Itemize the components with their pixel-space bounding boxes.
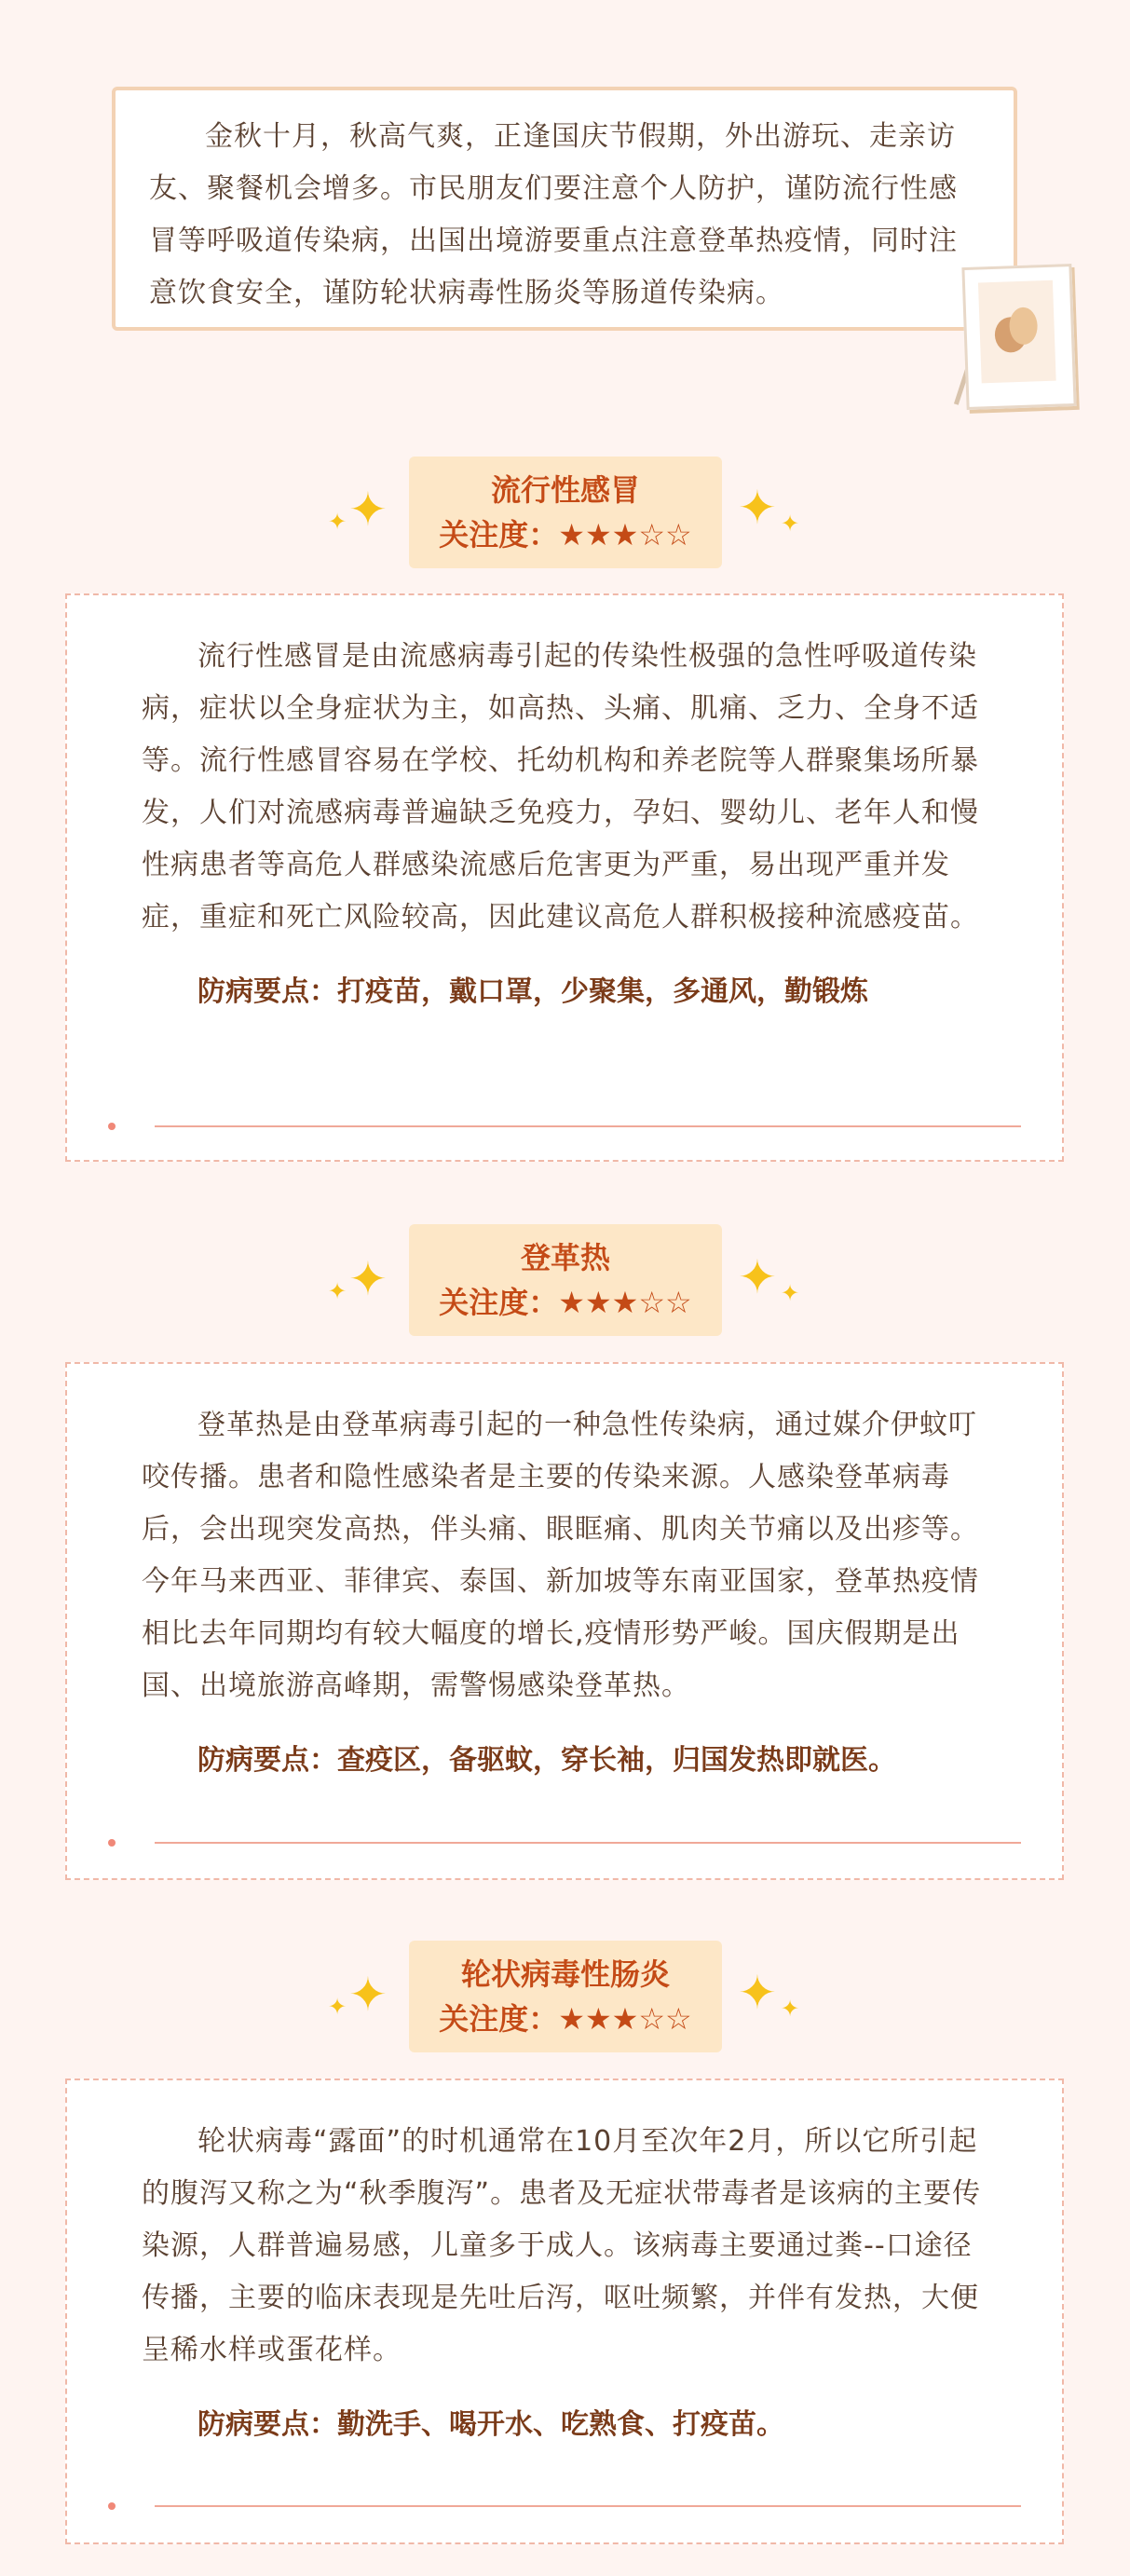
section-card-dengue bbox=[65, 1362, 1064, 1880]
key-points: 防病要点：勤洗手、喝开水、吃熟食、打疫苗。 bbox=[197, 2408, 784, 2441]
section-card-influenza bbox=[65, 593, 1064, 1162]
sparkle-icon: ✦ bbox=[328, 1994, 347, 2020]
section-heading-dengue bbox=[409, 1224, 722, 1336]
sparkle-icon: ✦ bbox=[348, 1252, 388, 1306]
rating-stars: ★★★☆☆ bbox=[558, 2001, 692, 2037]
section-title: 轮状病毒性肠炎 bbox=[460, 1956, 670, 1992]
divider-dot bbox=[108, 2502, 116, 2510]
sparkle-icon: ✦ bbox=[781, 1280, 800, 1306]
section-title: 流行性感冒 bbox=[490, 472, 640, 508]
intro-box bbox=[112, 87, 1017, 331]
section-body: 流行性感冒是由流感病毒引起的传染性极强的急性呼吸道传染病，症状以全身症状为主，如高热、头痛、肌痛、乏力、全身不适等。流行性感冒容易在学校、托幼机构和养老院等人群聚集场所暴发，人们对流感病毒普遍缺乏免疫力，孕妇、婴幼儿、老年人和慢性病患者等高危人群感染流感后危害更为严重，易出现严重并发症，重症和死亡风险较高，因此建议高危人群积极接种流感疫苗。 bbox=[142, 640, 979, 934]
sparkle-icon: ✦ bbox=[781, 1996, 800, 2022]
divider-line bbox=[155, 1125, 1021, 1127]
divider-line bbox=[155, 1842, 1021, 1844]
sparkle-icon: ✦ bbox=[738, 1966, 777, 2020]
section-body: 轮状病毒“露面”的时机通常在10月至次年2月，所以它所引起的腹泻又称之为“秋季腹泻”。患者及无症状带毒者是该病的主要传染源，人群普遍易感，儿童多于成人。该病毒主要通过粪--口途径传播，主要的临床表现是先吐后泻，呕吐频繁，并伴有发热，大便呈稀水样或蛋花样。 bbox=[142, 2125, 982, 2366]
rating-stars: ★★★☆☆ bbox=[558, 517, 692, 552]
rating-label: 关注度： bbox=[439, 1285, 559, 1320]
sparkle-icon: ✦ bbox=[738, 1250, 777, 1304]
section-heading-rotavirus bbox=[409, 1941, 722, 2052]
sparkle-icon: ✦ bbox=[328, 509, 347, 535]
key-points: 防病要点：打疫苗，戴口罩，少聚集，多通风，勤锻炼 bbox=[197, 975, 868, 1008]
attention-rating bbox=[409, 1278, 722, 1327]
section-heading-influenza bbox=[409, 457, 722, 568]
divider-dot bbox=[108, 1839, 116, 1847]
attention-rating bbox=[409, 511, 722, 559]
section-title: 登革热 bbox=[520, 1240, 610, 1275]
divider-line bbox=[155, 2505, 1021, 2507]
photo-image bbox=[978, 280, 1056, 384]
attention-rating bbox=[409, 1995, 722, 2043]
rating-label: 关注度： bbox=[439, 517, 559, 552]
sparkle-icon: ✦ bbox=[328, 1278, 347, 1304]
sparkle-icon: ✦ bbox=[738, 481, 777, 535]
photo-frame-icon bbox=[961, 264, 1076, 410]
sparkle-icon: ✦ bbox=[781, 511, 800, 537]
rating-stars: ★★★☆☆ bbox=[558, 1285, 692, 1320]
rating-label: 关注度： bbox=[439, 2001, 559, 2037]
intro-text: 金秋十月，秋高气爽，正逢国庆节假期，外出游玩、走亲访友、聚餐机会增多。市民朋友们要注意个人防护，谨防流行性感冒等呼吸道传染病，出国出境游要重点注意登革热疫情，同时注意饮食安全，谨防轮状病毒性肠炎等肠道传染病。 bbox=[149, 120, 958, 309]
key-points: 防病要点：查疫区，备驱蚊，穿长袖，归国发热即就医。 bbox=[197, 1744, 896, 1777]
section-card-rotavirus bbox=[65, 2079, 1064, 2544]
divider-dot bbox=[108, 1123, 116, 1130]
sparkle-icon: ✦ bbox=[348, 483, 388, 537]
section-body: 登革热是由登革病毒引起的一种急性传染病，通过媒介伊蚊叮咬传播。患者和隐性感染者是主要的传染来源。人感染登革病毒后，会出现突发高热，伴头痛、眼眶痛、肌肉关节痛以及出疹等。今年马来西亚、菲律宾、泰国、新加坡等东南亚国家，登革热疫情相比去年同期均有较大幅度的增长,疫情形势严峻。国庆假期是出国、出境旅游高峰期，需警惕感染登革热。 bbox=[142, 1409, 979, 1702]
sparkle-icon: ✦ bbox=[348, 1968, 388, 2022]
